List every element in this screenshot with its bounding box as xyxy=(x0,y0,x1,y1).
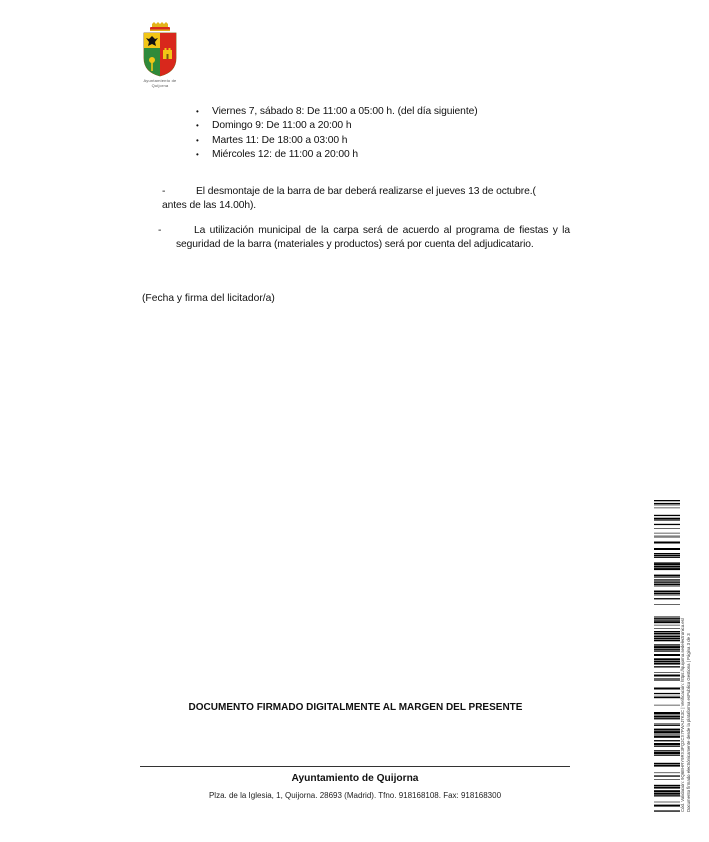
list-item xyxy=(195,134,478,148)
footer-divider xyxy=(140,766,570,767)
barcode-icon xyxy=(654,500,680,812)
coat-of-arms-icon xyxy=(141,22,179,78)
list-item xyxy=(195,105,478,119)
dismantle-note-line1: El desmontaje de la barra de bar deberá realizarse el jueves 13 de octubre.( xyxy=(196,186,536,197)
crest-caption: Ayuntamiento de Quijorna xyxy=(143,78,177,88)
footer-organization: Ayuntamiento de Quijorna xyxy=(291,773,419,784)
schedule-item-text: Martes 11: De 18:00 a 03:00 h xyxy=(212,134,348,146)
list-item xyxy=(195,119,478,133)
digital-signature-notice: DOCUMENTO FIRMADO DIGITALMENTE AL MARGEN DEL PRESENTE xyxy=(188,702,523,713)
usage-note-text: La utilización municipal de la carpa será de acuerdo al programa de fiestas y la seguridad de la barra (materiales y productos) será por cuenta del adjudicatario. xyxy=(176,225,570,251)
side-verification-line2: Documento firmado electrónicamente desde la plataforma esPublico Gestiona | Página 3 de 3 xyxy=(686,633,691,812)
schedule-item-text: Miércoles 12: de 11:00 a 20:00 h xyxy=(212,148,359,160)
signature-line: (Fecha y firma del licitador/a) xyxy=(142,293,275,304)
bullet-icon: • xyxy=(196,107,199,116)
dismantle-note-line2: antes de las 14.00h). xyxy=(162,200,257,212)
verification-barcode xyxy=(654,500,680,812)
footer-address: Plza. de la Iglesia, 1, Quijorna. 28693 (Madrid). Tfno. 918168108. Fax: 918168300 xyxy=(208,791,502,800)
list-item xyxy=(195,148,478,162)
usage-note xyxy=(158,224,570,253)
dash-marker: - xyxy=(162,186,166,197)
schedule-item-text: Domingo 9: De 11:00 a 20:00 h xyxy=(212,120,352,132)
bullet-icon: • xyxy=(196,121,199,131)
bullet-icon: • xyxy=(196,149,199,159)
dismantle-note xyxy=(162,185,570,214)
side-verification-line1: Cód. Validación: 9Q6EHRY9RX3PQ2CX7FWAJ7K3C | Verificación: https://quijorna.sedelectronica.es/ xyxy=(680,617,685,812)
bullet-icon: • xyxy=(196,135,199,145)
schedule-list xyxy=(195,105,478,162)
municipal-crest xyxy=(141,22,179,90)
schedule-item-text: Viernes 7, sábado 8: De 11:00 a 05:00 h. (del día siguiente) xyxy=(212,106,478,117)
dash-marker: - xyxy=(158,225,162,236)
